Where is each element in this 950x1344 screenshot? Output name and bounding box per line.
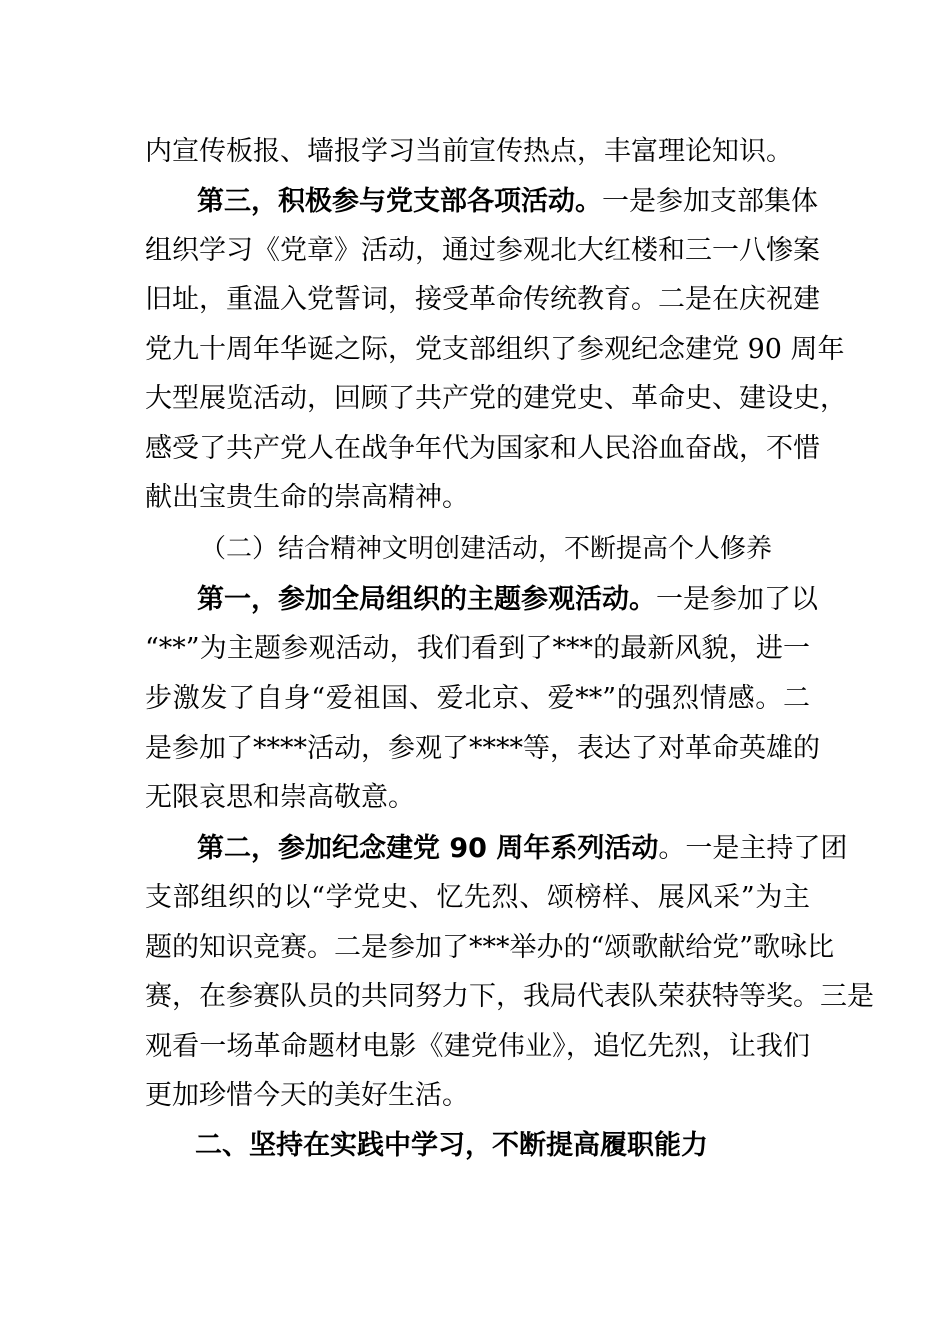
bold-lead-text: 第一，参加全局组织的主题参观活动。: [197, 584, 656, 615]
line-text: 观看一场革命题材电影《建党伟业》，追忆先烈，让我们: [145, 1031, 810, 1062]
paragraph-line: [145, 928, 835, 968]
line-text: （二）结合精神文明创建活动，不断提高个人修养: [200, 534, 773, 564]
line-text: 。一是主持了团: [658, 833, 848, 864]
paragraph-line: [145, 379, 847, 419]
paragraph-line: [145, 629, 810, 669]
line-text: 组织学习《党章》活动，通过参观北大红楼和三一八惨案: [145, 235, 820, 266]
paragraph-line: [145, 330, 845, 370]
line-text: 无限哀思和崇高敬意。: [145, 782, 415, 813]
paragraph-line: [197, 829, 848, 869]
paragraph-line: [145, 878, 810, 918]
paragraph-line: [145, 679, 810, 719]
bold-lead-text: 第三，积极参与党支部各项活动。: [197, 186, 602, 217]
line-text: 感受了共产党人在战争年代为国家和人民浴血奋战，不惜: [145, 433, 820, 464]
line-text: 更加珍惜今天的美好生活。: [145, 1080, 469, 1111]
line-text: 题的知识竞赛。二是参加了***举办的“颂歌献给党”歌咏比: [145, 932, 835, 963]
line-text: 旧址，重温入党誓词，接受革命传统教育。二是在庆祝建: [145, 284, 820, 315]
line-text: 献出宝贵生命的崇高精神。: [145, 482, 469, 513]
line-text: 是参加了****活动，参观了****等，表达了对革命英雄的: [145, 733, 820, 764]
paragraph-line: [197, 182, 818, 222]
paragraph-line: [145, 231, 820, 271]
line-text: 步激发了自身“爱祖国、爱北京、爱**”的强烈情感。二: [145, 683, 810, 714]
line-text: 赛，在参赛队员的共同努力下，我局代表队荣获特等奖。三是: [145, 981, 874, 1012]
line-text: 党九十周年华诞之际，党支部组织了参观纪念建党 90 周年: [145, 334, 845, 365]
paragraph-line: [145, 778, 810, 818]
paragraph-line: [145, 132, 810, 172]
line-text: 支部组织的以“学党史、忆先烈、颂榜样、展风采”为主: [145, 882, 810, 913]
paragraph-line: [145, 1027, 810, 1067]
line-text: 二、坚持在实践中学习，不断提高履职能力: [195, 1130, 708, 1161]
section-subheading: [200, 529, 810, 569]
line-text: 一是参加了以: [656, 584, 818, 615]
bold-lead-text: 第二，参加纪念建党 90 周年系列活动: [197, 833, 659, 864]
paragraph-line: [145, 977, 874, 1017]
paragraph-line: [145, 280, 820, 320]
line-text: 一是参加支部集体: [602, 186, 818, 217]
section-heading: [195, 1126, 810, 1166]
paragraph-line: [145, 1076, 810, 1116]
line-text: 内宣传板报、墙报学习当前宣传热点，丰富理论知识。: [145, 136, 793, 167]
paragraph-line: [145, 729, 820, 769]
paragraph-line: [145, 478, 810, 518]
line-text: 大型展览活动，回顾了共产党的建党史、革命史、建设史，: [145, 383, 847, 414]
paragraph-line: [145, 429, 820, 469]
paragraph-line: [197, 580, 818, 620]
line-text: “**”为主题参观活动，我们看到了***的最新风貌，进一: [145, 633, 810, 664]
